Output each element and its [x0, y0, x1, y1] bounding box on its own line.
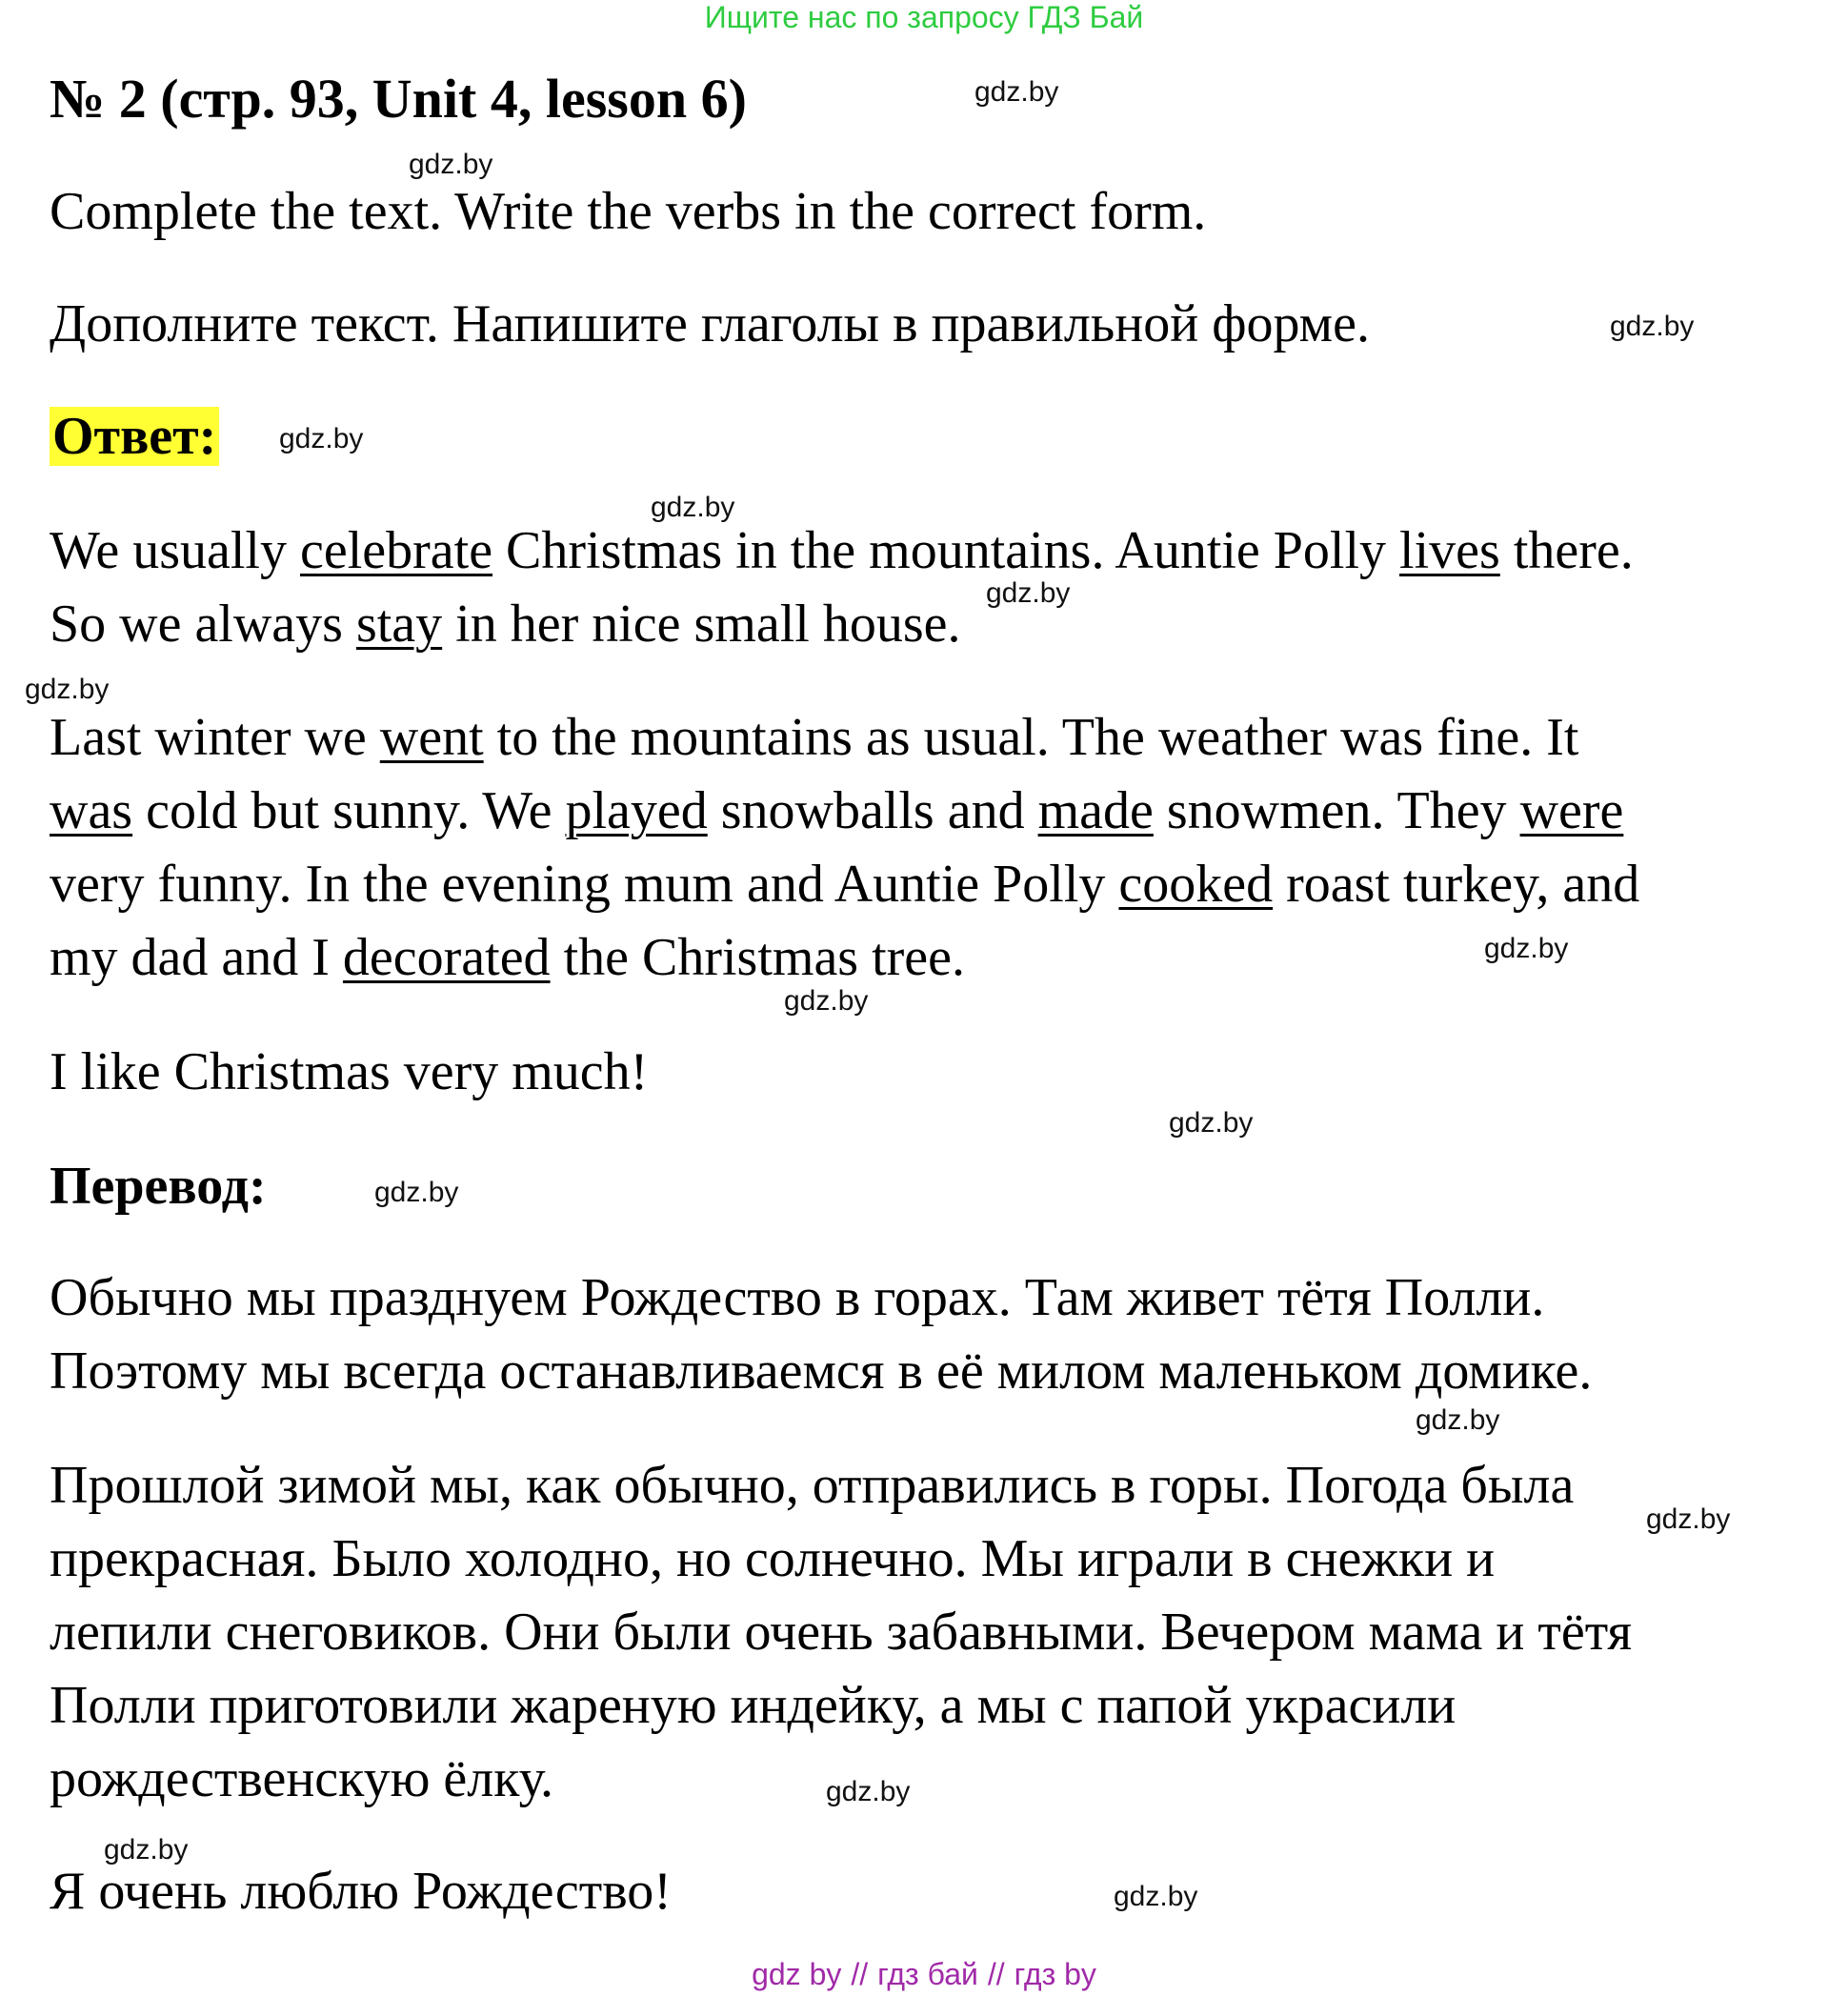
watermark: gdz.by: [826, 1776, 911, 1807]
watermark: gdz.by: [1484, 933, 1569, 964]
footer-link-gdz-by[interactable]: gdz by: [752, 1957, 842, 1991]
translation-p1-line2: Поэтому мы всегда останавливаемся в её милом маленьком домике.: [50, 1341, 1593, 1401]
translation-heading: Перевод:: [50, 1157, 267, 1216]
watermark: gdz.by: [25, 674, 110, 705]
watermark: gdz.by: [1646, 1503, 1731, 1535]
verb-decorated: decorated: [342, 928, 551, 987]
answer-p1-line2: So we always stay in her nice small house.: [50, 595, 961, 654]
verb-lives: lives: [1399, 521, 1500, 580]
answer-p1-line1: We usually celebrate Christmas in the mountains. Auntie Polly lives there.: [50, 521, 1634, 580]
watermark: gdz.by: [1610, 311, 1695, 342]
footer-link-gdz-by-ru[interactable]: гдз by: [1014, 1957, 1096, 1991]
verb-stay: stay: [355, 595, 443, 654]
answer-p2-line2: was cold but sunny. We played snowballs and made snowmen. They were: [50, 781, 1624, 840]
watermark: gdz.by: [374, 1177, 459, 1208]
answer-heading: [50, 406, 219, 467]
watermark: gdz.by: [1416, 1404, 1500, 1436]
page-title: № 2 (стр. 93, Unit 4, lesson 6): [50, 68, 747, 130]
translation-p2-line4: Полли приготовили жареную индейку, а мы с папой украсили: [50, 1676, 1456, 1735]
watermark: gdz.by: [784, 985, 869, 1017]
top-banner: Ищите нас по запросу ГДЗ Бай: [704, 0, 1144, 34]
translation-p2-line3: лепили снеговиков. Они были очень забавными. Вечером мама и тётя: [50, 1603, 1633, 1662]
verb-was: was: [50, 781, 133, 840]
verb-were: were: [1519, 781, 1624, 840]
task-english: Complete the text. Write the verbs in the correct form.: [50, 182, 1207, 241]
translation-p2-line2: прекрасная. Было холодно, но солнечно. Мы играли в снежки и: [50, 1529, 1496, 1588]
footer-links: [0, 1957, 1848, 1991]
watermark: gdz.by: [1114, 1881, 1198, 1912]
translation-p3: Я очень люблю Рождество!: [50, 1862, 672, 1921]
watermark: gdz.by: [986, 577, 1071, 609]
footer-link-gdz-bai[interactable]: гдз бай: [877, 1957, 978, 1991]
verb-cooked: cooked: [1118, 855, 1274, 914]
watermark: gdz.by: [1169, 1107, 1254, 1139]
translation-p2-line1: Прошлой зимой мы, как обычно, отправились в горы. Погода была: [50, 1456, 1575, 1515]
answer-p2-line3: very funny. In the evening mum and Auntie Polly cooked roast turkey, and: [50, 855, 1640, 914]
task-russian: Дополните текст. Напишите глаголы в правильной форме.: [50, 294, 1370, 353]
verb-played: played: [565, 781, 708, 840]
translation-p2-line5: рождественскую ёлку.: [50, 1749, 554, 1808]
verb-went: went: [379, 708, 484, 767]
verb-made: made: [1037, 781, 1154, 840]
answer-p2-line4: my dad and I decorated the Christmas tree.: [50, 928, 966, 987]
watermark: gdz.by: [279, 423, 364, 454]
watermark: gdz.by: [651, 492, 735, 523]
watermark: gdz.by: [974, 76, 1059, 108]
footer-separator: //: [851, 1957, 869, 1991]
footer-separator: //: [987, 1957, 1005, 1991]
answer-p2-line1: Last winter we went to the mountains as usual. The weather was fine. It: [50, 708, 1579, 767]
translation-p1-line1: Обычно мы празднуем Рождество в горах. Там живет тётя Полли.: [50, 1268, 1545, 1327]
watermark: gdz.by: [409, 149, 493, 180]
answer-label: Ответ:: [50, 407, 219, 466]
verb-celebrate: celebrate: [300, 521, 493, 580]
answer-p3: I like Christmas very much!: [50, 1042, 649, 1101]
watermark: gdz.by: [104, 1834, 189, 1866]
